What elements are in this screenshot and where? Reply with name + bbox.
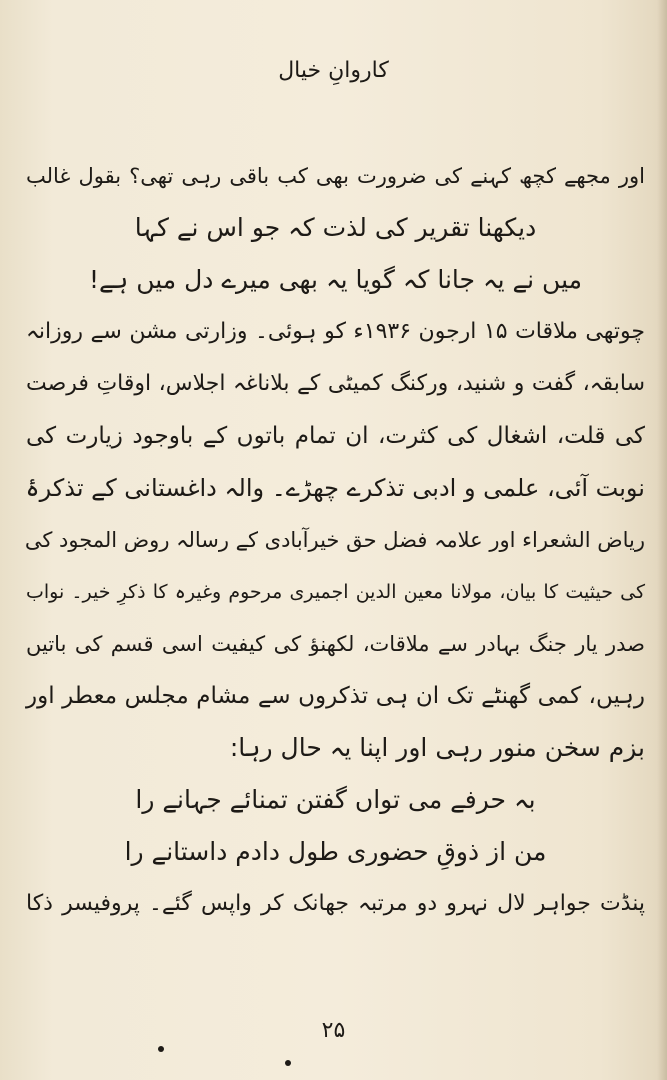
verse-line-2: میں نے یہ جانا کہ گویا یہ بھی میرے دل میں ہے! <box>88 265 583 294</box>
page-edge-shadow <box>657 0 667 1080</box>
persian-verse-line-2: من از ذوقِ حضوری طول دادم داستانے را <box>124 837 547 866</box>
text-line-4: چوتھی ملاقات ۱۵ ارجون ۱۹۳۶ء کو ہوئی۔ وزارتی مشن سے روزانہ <box>26 319 645 344</box>
verse-line-1: دیکھنا تقریر کی لذت کہ جو اس نے کہا <box>134 213 537 242</box>
text-line-10: صدر یار جنگ بہادر سے ملاقات، لکھنؤ کی کیفیت اسی قسم کی باتیں <box>26 632 645 656</box>
body-text <box>26 150 645 930</box>
text-line-7: نوبت آئی، علمی و ادبی تذکرے چھڑے۔ والہ داغستانی کے تذکرۂ <box>25 474 645 502</box>
text-line-12: بزم سخن منور رہی اور اپنا یہ حال رہا: <box>229 733 645 762</box>
text-line-11: رہیں، کمی گھنٹے تک ان ہی تذکروں سے مشام مجلس معطر اور <box>26 683 645 709</box>
text-line-1: اور مجھے کچھ کہنے کی ضرورت بھی کب باقی رہی تھی؟ بقول غالب <box>26 164 645 188</box>
persian-verse-line-1: بہ حرفے می تواں گفتن تمنائے جہانے را <box>135 785 536 814</box>
text-line-9: کی حیثیت کا بیان، مولانا معین الدین اجمیری مرحوم وغیرہ کا ذکرِ خیر۔ نواب <box>26 581 645 603</box>
text-line-8: ریاض الشعراء اور علامہ فضل حق خیرآبادی کے رسالہ روض المجود کی <box>24 528 645 552</box>
text-line-15: پنڈت جواہر لال نہرو دو مرتبہ جھانک کر واپس گئے۔ پروفیسر ذکا <box>26 891 645 916</box>
ink-dot-left <box>158 1046 164 1052</box>
ink-dot-center <box>285 1060 291 1066</box>
text-line-5: سابقہ، گفت و شنید، ورکنگ کمیٹی کے بلاناغہ اجلاس، اوقاتِ فرصت <box>26 371 645 396</box>
running-header: کاروانِ خیال <box>278 58 389 83</box>
page-number: ۲۵ <box>321 1018 346 1043</box>
text-line-6: کی قلت، اشغال کی کثرت، ان تمام باتوں کے باوجود زیارت کی <box>26 423 645 449</box>
